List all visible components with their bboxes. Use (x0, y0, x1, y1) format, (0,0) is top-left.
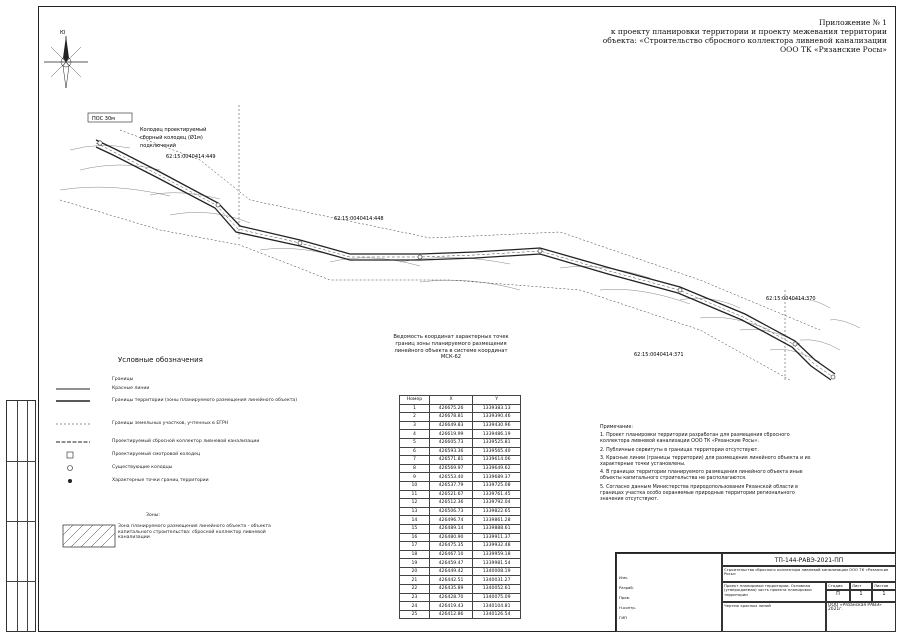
table-cell: 1340126.54 (473, 610, 521, 619)
table-cell: 4 (400, 430, 430, 439)
table-cell: 10 (400, 481, 430, 490)
poc-label: ПОС 30м (92, 116, 115, 122)
table-header: X (429, 396, 472, 405)
table-row (400, 550, 521, 559)
table-row (400, 499, 521, 508)
stamp-company: ООО «Рязанская РАВЭ» 2021г. (826, 602, 896, 632)
table-cell: 426512.36 (429, 499, 472, 508)
table-row (400, 542, 521, 551)
annex-line-1: Приложение № 1 (818, 18, 887, 27)
coordinates-table (399, 395, 521, 619)
table-header: Y (473, 396, 521, 405)
table-cell: 426675.26 (429, 404, 472, 413)
table-cell: 1339689.37 (473, 473, 521, 482)
table-cell: 1339911.37 (473, 533, 521, 542)
stamp-role: ГИП (619, 615, 628, 620)
legend-item-label: Проектируемый сбросной коллектор ливневой канализации (112, 439, 260, 444)
note-item: 1. Проект планировки территории разработан для размещения сбросного коллектора ливневой канализации ООО ТК «Рязанские Росы». (600, 433, 790, 445)
terrain-contours (60, 145, 860, 362)
table-cell: 1339861.28 (473, 516, 521, 525)
parcel-label-4: 62:15:0040414:371 (634, 352, 684, 358)
stamp-role: Н.контр. (619, 605, 636, 610)
legend-symbols (56, 389, 115, 547)
table-cell: 1339959.18 (473, 550, 521, 559)
well-label-1: Колодец проектируемый (140, 127, 207, 133)
table-row (400, 507, 521, 516)
stamp-sheet: 1 (850, 590, 872, 602)
legend-item-label: Характерные точки границ территории (112, 478, 209, 483)
note-item: 3. Красные линии (границы территории) для размещения линейного объекта и их характерные точки установлены. (600, 455, 811, 468)
table-cell: 426506.73 (429, 507, 472, 516)
legend-item-label: Существующие колодцы (112, 465, 173, 470)
legend-group-label: Границы (112, 377, 134, 382)
table-cell: 426569.97 (429, 464, 472, 473)
table-cell: 426605.73 (429, 438, 472, 447)
table-cell: 426489.14 (429, 524, 472, 533)
stamp-role: Изм. (619, 575, 628, 580)
table-cell: 426593.36 (429, 447, 472, 456)
table-cell: 16 (400, 533, 430, 542)
note-item: 2. Публичные сервитуты в границах территории отсутствуют. (600, 447, 759, 453)
table-cell: 1339614.06 (473, 456, 521, 465)
stamp-sheets: 1 (872, 590, 896, 602)
table-cell: 426619.99 (429, 430, 472, 439)
table-row (400, 533, 521, 542)
stamp-signatures (616, 553, 722, 632)
table-cell: 426537.79 (429, 481, 472, 490)
parcel-label-2: 62:15:0040414:448 (334, 216, 384, 222)
table-cell: 1339822.65 (473, 507, 521, 516)
table-cell: 1339525.81 (473, 438, 521, 447)
table-cell: 426480.90 (429, 533, 472, 542)
table-cell: 9 (400, 473, 430, 482)
table-row (400, 430, 521, 439)
stamp-stage-label: Стадия (826, 582, 850, 590)
table-cell: 426678.81 (429, 413, 472, 422)
table-cell: 18 (400, 550, 430, 559)
table-row (400, 421, 521, 430)
table-row (400, 490, 521, 499)
table-cell: 6 (400, 447, 430, 456)
table-row (400, 593, 521, 602)
compass-icon (44, 36, 88, 88)
table-cell: 5 (400, 438, 430, 447)
table-cell: 8 (400, 464, 430, 473)
well-label-2: сборный колодец (Ø1м) (140, 135, 203, 141)
table-row (400, 404, 521, 413)
table-cell: 426419.43 (429, 602, 472, 611)
table-cell: 426442.51 (429, 576, 472, 585)
parcel-label-1: 62:15:0040414:449 (166, 154, 216, 160)
stamp-sheet-label: Лист (850, 582, 872, 590)
table-row (400, 576, 521, 585)
well-label-3: подключений (140, 143, 177, 149)
table-cell: 25 (400, 610, 430, 619)
table-cell: 426467.10 (429, 550, 472, 559)
table-cell: 1 (400, 404, 430, 413)
table-cell: 1339649.62 (473, 464, 521, 473)
table-row (400, 447, 521, 456)
table-cell: 1339725.08 (473, 481, 521, 490)
table-cell: 1340008.19 (473, 567, 521, 576)
legend-title: Условные обозначения (118, 356, 203, 364)
table-cell: 14 (400, 516, 430, 525)
table-cell: 426428.70 (429, 593, 472, 602)
table-cell: 1339565.40 (473, 447, 521, 456)
legend-item-label: Границы территории (зоны планируемого размещения линейного объекта) (112, 398, 298, 403)
stamp-role: Разраб. (619, 585, 634, 590)
compass-label: Ю (60, 30, 66, 36)
table-cell: 1339792.04 (473, 499, 521, 508)
note-item: 5. Согласно данным Министерства природопользования Рязанской области в границах участка особо охраняемые природные территории регионального значения отсутствуют. (600, 484, 798, 503)
table-cell: 1339390.46 (473, 413, 521, 422)
annex-line-4: ООО ТК «Рязанские Росы» (780, 45, 887, 54)
table-row (400, 456, 521, 465)
table-cell: 1340031.27 (473, 576, 521, 585)
table-cell: 19 (400, 559, 430, 568)
title-block (615, 552, 896, 632)
table-row (400, 481, 521, 490)
table-cell: 426475.35 (429, 542, 472, 551)
table-cell: 426649.83 (429, 421, 472, 430)
table-row (400, 567, 521, 576)
legend-zone-text: Зона планируемого размещения линейного объекта - объекта капитального строительства: сбросной коллектор ливневой канализации (118, 524, 271, 541)
annex-line-2: к проекту планировки территории и проекту межевания территории (610, 27, 887, 36)
note-item: 4. В границах территории планируемого размещения линейного объекта иные объекты капитального строительства не располагаются. (600, 470, 803, 482)
table-cell: 1339761.45 (473, 490, 521, 499)
notes-title: Примечание: (600, 425, 633, 430)
table-cell: 1339430.96 (473, 421, 521, 430)
legend-item-label: Проектируемый смотровой колодец (112, 452, 201, 457)
table-row (400, 438, 521, 447)
table-cell: 426435.89 (429, 585, 472, 594)
table-cell: 1340104.81 (473, 602, 521, 611)
statement-title: Ведомость координат характерных точек границ зоны планируемого размещения линейного объекта в системе координат МСК-62 (393, 334, 509, 361)
table-cell: 20 (400, 567, 430, 576)
stamp-sheets-label: Листов (872, 582, 896, 590)
table-cell: 1340052.61 (473, 585, 521, 594)
table-cell: 1339486.19 (473, 430, 521, 439)
table-cell: 24 (400, 602, 430, 611)
legend-item-label: Красные линии (112, 386, 150, 391)
table-row (400, 473, 521, 482)
legend-hatch (63, 525, 115, 547)
stamp-code: ТП-144-РАВЭ-2021-ПП (722, 553, 896, 566)
table-cell: 426553.40 (429, 473, 472, 482)
legend-item-label: Границы земельных участков, учтенных в ЕГРН (112, 421, 229, 426)
table-row (400, 413, 521, 422)
table-body (400, 404, 521, 619)
table-row (400, 524, 521, 533)
table-cell: 11 (400, 490, 430, 499)
stamp-stage: П (826, 590, 850, 602)
table-cell: 7 (400, 456, 430, 465)
table-cell: 426449.42 (429, 567, 472, 576)
annex-line-3: объекта: «Строительство сбросного коллектора ливневой канализации (602, 36, 887, 45)
table-cell: 3 (400, 421, 430, 430)
table-row (400, 516, 521, 525)
annex-header (507, 18, 887, 54)
table-cell: 12 (400, 499, 430, 508)
table-row (400, 610, 521, 619)
table-header-row (400, 396, 521, 405)
table-cell: 2 (400, 413, 430, 422)
table-cell: 21 (400, 576, 430, 585)
table-cell: 426521.67 (429, 490, 472, 499)
stamp-role: Пров. (619, 595, 631, 600)
table-cell: 15 (400, 524, 430, 533)
table-cell: 1339383.13 (473, 404, 521, 413)
table-cell: 426571.81 (429, 456, 472, 465)
table-row (400, 602, 521, 611)
table-cell: 13 (400, 507, 430, 516)
table-cell: 426412.86 (429, 610, 472, 619)
parcel-label-3: 62:15:0040414:370 (766, 296, 816, 302)
table-row (400, 585, 521, 594)
table-cell: 1339932.48 (473, 542, 521, 551)
table-row (400, 559, 521, 568)
stamp-drawing-title: Чертеж красных линий (722, 602, 826, 632)
stamp-sheet-title: Проект планировки территории. Основная (утверждаемая) часть проекта планировки территории (722, 582, 826, 602)
table-cell: 1339981.54 (473, 559, 521, 568)
table-cell: 17 (400, 542, 430, 551)
notes-block (600, 425, 815, 505)
table-cell: 23 (400, 593, 430, 602)
table-header: Номер (400, 396, 430, 405)
table-cell: 22 (400, 585, 430, 594)
table-row (400, 464, 521, 473)
table-cell: 1340075.09 (473, 593, 521, 602)
table-cell: 1339888.61 (473, 524, 521, 533)
table-cell: 426459.47 (429, 559, 472, 568)
table-cell: 426496.74 (429, 516, 472, 525)
stamp-object: Строительство сбросного коллектора ливневой канализации ООО ТК «Рязанские Росы» (722, 566, 896, 582)
legend-zone-heading: Зоны: (146, 513, 160, 518)
